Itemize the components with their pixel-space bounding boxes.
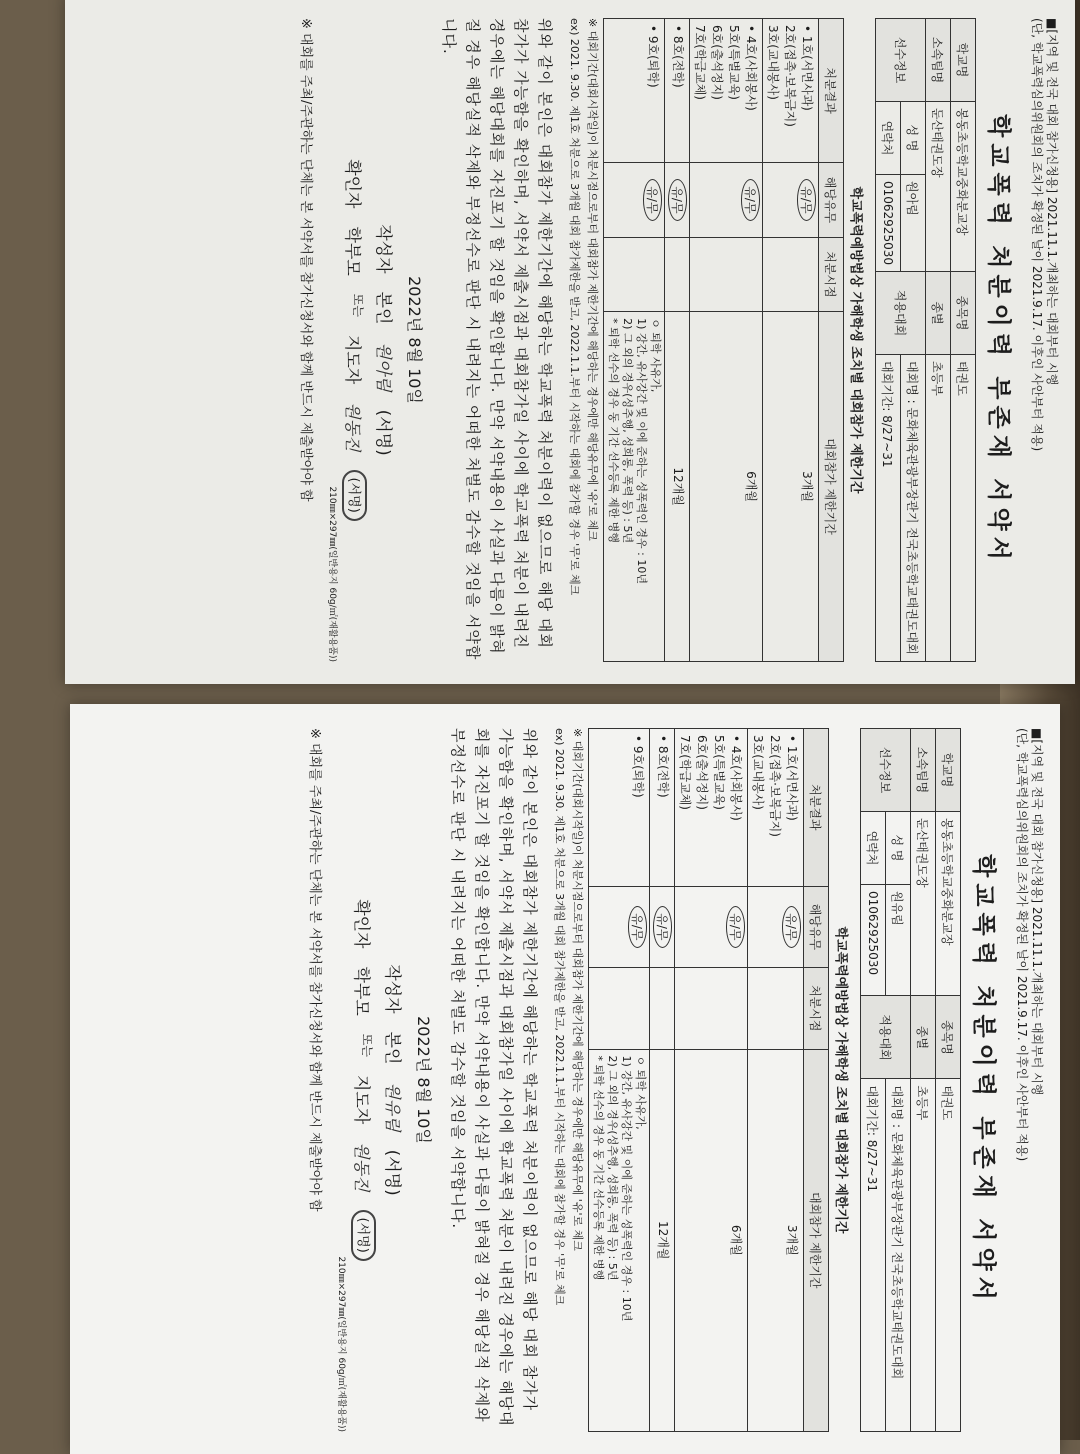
table-row [650, 729, 675, 1432]
or-label: 또는 [351, 293, 365, 317]
coach-signature: 원동진 [342, 402, 362, 452]
row-result: • 1호(서면사과) 2호(접촉·보복금지) 3호(교내봉사) [763, 19, 819, 163]
row-timing [675, 968, 748, 1049]
division-value: 초등부 [911, 1079, 936, 1432]
pledge-sheet-top [65, 0, 1075, 684]
row-period: ㅇ 퇴학 사유가, 1) 강간, 유사강간 및 이에 준하는 성폭력인 경우 : 10년 2) 그 외의 경우(성추행, 성희롱, 폭력 등) : 5년 * 퇴학 선수의 경우 동 기간 선수등록 제한 병행 [604, 312, 665, 662]
table-row [604, 19, 665, 662]
row-timing [589, 968, 650, 1049]
note-1: ※ 대회기간(대회시작일)이 처분시점으로부터 대회참가 제한기간에 해당하는 경우에만 해당유무에 '유'로 체크 [571, 728, 584, 1251]
header-timing: 처분시점 [804, 968, 829, 1049]
yn-mark[interactable]: 유/무 [741, 179, 760, 220]
header-timing: 처분시점 [819, 237, 844, 311]
notice-line-1: ■[지역 및 전국 대회 참가신청용] 2021.11.1.개최하는 대회부터 시행 [1045, 18, 1059, 386]
name-label: 성 명 [886, 812, 911, 885]
coach-signature: 원동진 [351, 1142, 371, 1192]
yn-mark[interactable]: 유/무 [628, 906, 647, 947]
row-timing [763, 237, 819, 311]
writer-line [382, 728, 407, 1432]
competition-period: 대회기간: 8/27~31 [861, 1079, 886, 1432]
self-label: 본인 [373, 291, 393, 325]
disciplinary-table [603, 18, 844, 662]
yn-mark[interactable]: 유/무 [726, 906, 745, 947]
yn-mark[interactable]: 유/무 [668, 179, 687, 220]
table-row [690, 19, 763, 662]
row-result: • 4호(사회봉사) 5호(특별교육) 6호(출석정지) 7호(학급교체) [675, 729, 748, 887]
paper-size: 210㎜×297㎜(일반용지 60g/㎡(재활용품)) [327, 486, 337, 662]
competition-name: 대회명 : 문화체육관광부장관기 전국초등학교태권도대회 [886, 1079, 911, 1432]
table-row [675, 729, 748, 1432]
notice [1014, 728, 1044, 1432]
writer-label: 작성자 [373, 224, 393, 274]
event-value: 태권도 [936, 1079, 961, 1432]
team-value: 둔산태권도장 [911, 812, 936, 996]
row-timing [604, 237, 665, 311]
paper-size: 210㎜×297㎜(일반용지 60g/㎡(재활용품)) [336, 1256, 346, 1432]
row-period: 12개월 [650, 1049, 675, 1431]
note-2: ex) 2021. 9.30. 제1호 처분으로 3개월 대회 참가제한을 받고, 2022.1.1.부터 시작하는 대회에 참가할 경우 '무'로 체크 [568, 18, 581, 596]
sign-label: (서명) [382, 1149, 402, 1196]
header-applicable: 해당유무 [804, 886, 829, 967]
table-row [763, 19, 819, 662]
notice-line-2: (단, 학교폭력심의위원회의 조치가 확정된 날이 2021.9.17. 이후인 사안부터 적용) [1030, 18, 1044, 452]
confirmer-line [351, 728, 376, 1432]
row-period: 3개월 [763, 312, 819, 662]
pledge-text: 위와 같이 본인은 대회참가 제한기간에 해당하는 학교폭력 처분이력이 없으므로 해당 대회 참가가 가능함을 확인하며, 서약서 제출시점과 대회참가일 사이에 학교폭력 처분이 내려진 경우에는 해당대회를 자진포기 할 것임을 확인합니다. 만약 서약내용이 사실과 다름이 밝혀질 경우 해당실적 삭제와 부정선수로 판단 시 내려지는 어떠한 처벌도 감수할 것임을 서약합니다. [440, 18, 554, 661]
table-row [748, 729, 804, 1432]
school-value: 봉동초등학교중화분교장 [951, 102, 976, 272]
row-timing [690, 237, 763, 311]
yn-mark[interactable]: 유/무 [797, 179, 816, 220]
name-label: 성 명 [901, 102, 926, 175]
event-label: 종목명 [951, 272, 976, 355]
seal-stamp: (서명) [351, 1210, 376, 1261]
row-timing [665, 237, 690, 311]
seal-stamp: (서명) [342, 470, 367, 521]
row-period: ㅇ 퇴학 사유가, 1) 강간, 유사강간 및 이에 준하는 성폭력인 경우 : 10년 2) 그 외의 경우(성추행, 성희롱, 폭력 등) : 5년 * 퇴학 선수의 경우 동 기간 선수등록 제한 병행 [589, 1049, 650, 1431]
competition-label: 적용대회 [861, 996, 911, 1079]
footer-note: ※ 대회를 주최/주관하는 단체는 본 서약서를 참가신청서와 함께 반드시 제출받아야 함 [298, 18, 313, 502]
notice-line-1: ■[지역 및 전국 대회 참가신청용] 2021.11.1.개최하는 대회부터 시행 [1030, 728, 1044, 1096]
date: 2022년 8월 10일 [405, 276, 424, 404]
row-result: • 4호(사회봉사) 5호(특별교육) 6호(출석정지) 7호(학급교체) [690, 19, 763, 163]
school-label: 학교명 [951, 19, 976, 102]
disciplinary-table [588, 728, 829, 1432]
division-label: 종별 [911, 996, 936, 1079]
coach-label: 지도자 [351, 1074, 371, 1125]
division-label: 종별 [926, 272, 951, 355]
division-value: 초등부 [926, 355, 951, 662]
parent-label: 학부모 [342, 226, 362, 276]
self-label: 본인 [382, 1031, 402, 1065]
header-result: 처분결과 [804, 729, 829, 887]
document-title: 학교폭력 처분이력 부존재 서약서 [985, 114, 1013, 566]
row-result: • 9호(퇴학) [604, 19, 665, 163]
player-label: 선수정보 [861, 729, 911, 812]
sign-label: (서명) [373, 409, 393, 456]
school-label: 학교명 [936, 729, 961, 812]
confirm-label: 확인자 [342, 159, 362, 209]
row-result: • 8호(전학) [650, 729, 675, 887]
player-label: 선수정보 [876, 19, 926, 102]
contact-value: 01062925030 [861, 885, 886, 996]
note-2: ex) 2021. 9.30. 제1호 처분으로 3개월 대회 참가제한을 받고, 2022.1.1.부터 시작하는 대회에 참가할 경우 '무'로 체크 [553, 728, 566, 1306]
team-label: 소속팀명 [926, 19, 951, 102]
event-label: 종목명 [936, 996, 961, 1079]
notice [1029, 18, 1059, 662]
team-value: 둔산태권도장 [926, 102, 951, 272]
header-restriction: 대회참가 제한기간 [804, 1049, 829, 1431]
row-period: 6개월 [675, 1049, 748, 1431]
row-result: • 8호(전학) [665, 19, 690, 163]
info-table [875, 18, 976, 662]
notice-line-2: (단, 학교폭력심의위원회의 조치가 확정된 날이 2021.9.17. 이후인 사안부터 적용) [1015, 728, 1029, 1162]
table-subtitle: 학교폭력예방법상 가해학생 조치별 대회참가 제한기간 [833, 926, 848, 1234]
parent-label: 학부모 [351, 966, 371, 1016]
table-row [665, 19, 690, 662]
row-period: 12개월 [665, 312, 690, 662]
competition-name: 대회명 : 문화체육관광부장관기 전국초등학교태권도대회 [901, 355, 926, 662]
or-label: 또는 [360, 1033, 374, 1057]
pledge-sheet-bottom [70, 704, 1060, 1454]
name-value: 원유림 [886, 885, 911, 996]
note-1: ※ 대회기간(대회시작일)이 처분시점으로부터 대회참가 제한기간에 해당하는 경우에만 해당유무에 '유'로 체크 [586, 18, 599, 541]
footer-note: ※ 대회를 주최/주관하는 단체는 본 서약서를 참가신청서와 함께 반드시 제출받아야 함 [307, 728, 322, 1212]
row-result: • 1호(서면사과) 2호(접촉·보복금지) 3호(교내봉사) [748, 729, 804, 887]
date: 2022년 8월 10일 [414, 1016, 433, 1144]
header-applicable: 해당유무 [819, 163, 844, 237]
header-result: 처분결과 [819, 19, 844, 163]
yn-mark[interactable]: 유/무 [653, 906, 672, 947]
school-value: 봉동초등학교중화분교장 [936, 812, 961, 996]
confirmer-line [342, 18, 367, 662]
team-label: 소속팀명 [911, 729, 936, 812]
header-restriction: 대회참가 제한기간 [819, 312, 844, 662]
event-value: 태권도 [951, 355, 976, 662]
contact-label: 연락처 [861, 812, 886, 885]
contact-value: 01062925030 [876, 175, 901, 272]
row-period: 6개월 [690, 312, 763, 662]
writer-label: 작성자 [382, 964, 402, 1014]
table-subtitle: 학교폭력예방법상 가해학생 조치별 대회참가 제한기간 [848, 186, 863, 494]
yn-mark[interactable]: 유/무 [643, 179, 662, 220]
document-title: 학교폭력 처분이력 부존재 서약서 [970, 854, 998, 1306]
competition-period: 대회기간: 8/27~31 [876, 355, 901, 662]
competition-label: 적용대회 [876, 272, 926, 355]
row-result: • 9호(퇴학) [589, 729, 650, 887]
name-value: 원아림 [901, 175, 926, 272]
self-signature: 원유림 [382, 1082, 402, 1132]
row-period: 3개월 [748, 1049, 804, 1431]
row-timing [650, 968, 675, 1049]
pledge-text: 위와 같이 본인은 대회참가 제한기간에 해당하는 학교폭력 처분이력이 없으므로 해당 대회 참가가 가능함을 확인하며, 서약서 제출시점과 대회참가일 사이에 학교폭력 처분이 내려진 경우에는 해당대회를 자진포기 할 것임을 확인합니다. 만약 서약내용이 사실과 다름이 밝혀질 경우 해당실적 삭제와 부정선수로 판단 시 내려지는 어떠한 처벌도 감수할 것임을 서약합니다. [449, 728, 539, 1427]
yn-mark[interactable]: 유/무 [782, 906, 801, 947]
contact-label: 연락처 [876, 102, 901, 175]
writer-line [373, 18, 398, 662]
coach-label: 지도자 [342, 334, 362, 385]
confirm-label: 확인자 [351, 899, 371, 949]
table-row [589, 729, 650, 1432]
info-table [860, 728, 961, 1432]
self-signature: 원아림 [373, 342, 393, 392]
row-timing [748, 968, 804, 1049]
